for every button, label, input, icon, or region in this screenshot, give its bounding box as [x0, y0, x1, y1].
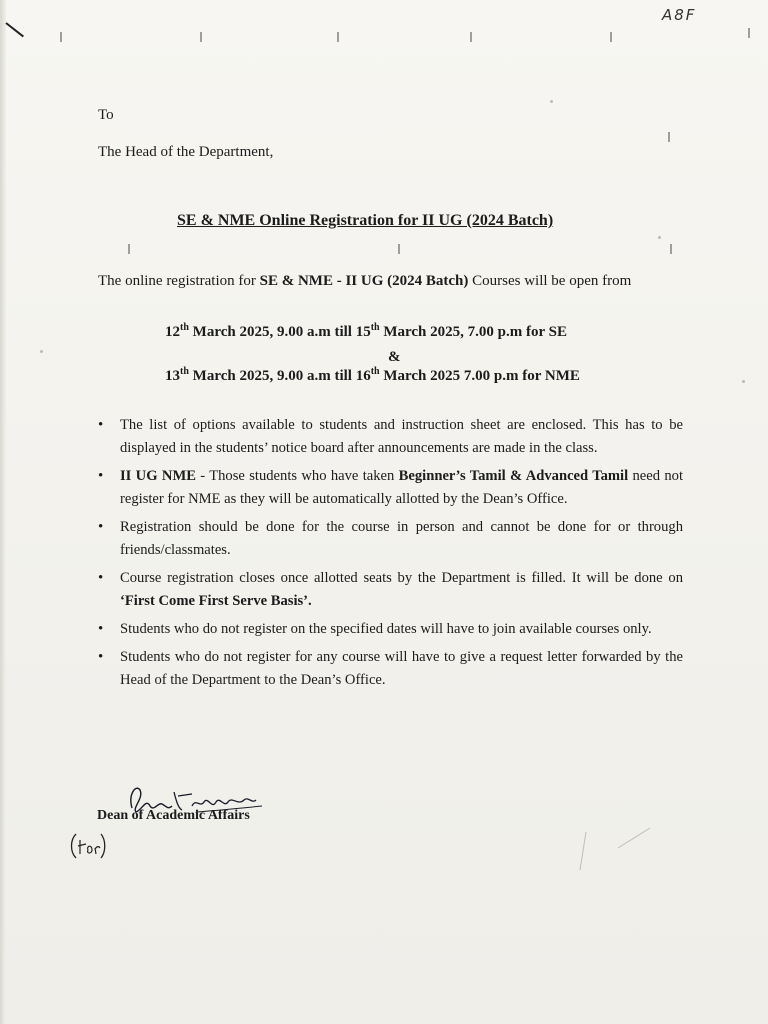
scan-mark [337, 32, 339, 42]
bullet-bold-lead: II UG NME [120, 468, 196, 484]
list-item [98, 465, 683, 511]
scan-speck [742, 380, 745, 383]
se-end: March 2025, 7.00 p.m for SE [379, 324, 567, 340]
nme-start-day: 13 [165, 368, 180, 384]
bullet-bold-text: Beginner’s Tamil & Advanced Tamil [398, 468, 629, 484]
intro-paragraph [98, 273, 631, 290]
scan-speck [40, 350, 43, 353]
bullet-bold-text: ‘First Come First Serve Basis’. [120, 593, 312, 609]
recipient-line: The Head of the Department, [98, 144, 274, 160]
corner-handwritten-note: A8F [662, 6, 697, 24]
bullet-text: - Those students who have taken [195, 468, 399, 484]
intro-bold: SE & NME - II UG (2024 Batch) [259, 273, 469, 289]
bullet-text: The list of options available to students and instruction sheet are enclosed. This has to be displayed in the students’ notice board after announcements are made in the class. [120, 417, 683, 456]
schedule-ampersand: & [388, 349, 401, 365]
scan-mark [668, 132, 670, 142]
bullet-icon: • [98, 417, 104, 433]
scan-mark [670, 244, 672, 254]
se-schedule-line [165, 322, 567, 341]
letter-title: SE & NME Online Registration for II UG (2024 Batch) [177, 212, 554, 229]
scan-mark [610, 32, 612, 42]
scan-mark [60, 32, 62, 42]
bullet-text: Registration should be done for the course in person and cannot be done for or through friends/classmates. [120, 519, 683, 558]
page-edge [0, 0, 6, 1024]
se-start-day: 12 [165, 324, 180, 340]
bullet-text: Course registration closes once allotted seats by the Department is filled. It will be done on [120, 570, 683, 586]
se-range: March 2025, 9.00 a.m till 15 [188, 324, 371, 340]
nme-schedule-line [165, 366, 580, 385]
bullet-icon: • [98, 519, 104, 535]
bullet-text: need not register for NME as they will be automatically allotted by the Dean’s Office. [120, 468, 684, 507]
bullet-icon: • [98, 621, 104, 637]
nme-end-suffix: th [370, 366, 380, 377]
bullet-icon: • [98, 570, 104, 586]
se-end-suffix: th [370, 322, 380, 333]
salutation-to: To [98, 107, 114, 123]
list-item [98, 646, 683, 692]
nme-range: March 2025, 9.00 a.m till 16 [188, 368, 371, 384]
faint-scribble [570, 820, 660, 880]
bullet-text: Students who do not register for any course will have to give a request letter forwarded by the Head of the Department to the Dean’s Office. [120, 649, 683, 688]
intro-prefix: The online registration for [98, 273, 260, 289]
list-item [98, 414, 683, 460]
scan-mark [470, 32, 472, 42]
bullet-text: Students who do not register on the specified dates will have to join available courses only. [120, 621, 652, 637]
bullet-icon: • [98, 468, 104, 484]
nme-start-suffix: th [180, 366, 189, 377]
list-item [98, 516, 683, 562]
scan-mark [398, 244, 400, 254]
nme-end: March 2025 7.00 p.m for NME [379, 368, 580, 384]
for-handwritten-mark [68, 830, 108, 860]
instructions-list [98, 414, 683, 697]
scan-speck [550, 100, 553, 103]
scan-mark [200, 32, 202, 42]
signatory-title: Dean of Academic Affairs [97, 808, 250, 823]
scan-speck [658, 236, 661, 239]
corner-slash-mark [5, 22, 24, 37]
se-start-suffix: th [180, 322, 189, 333]
scan-mark [128, 244, 130, 254]
scan-mark [748, 28, 750, 38]
intro-suffix: Courses will be open from [468, 273, 632, 289]
bullet-icon: • [98, 649, 104, 665]
list-item [98, 618, 683, 641]
list-item [98, 567, 683, 613]
